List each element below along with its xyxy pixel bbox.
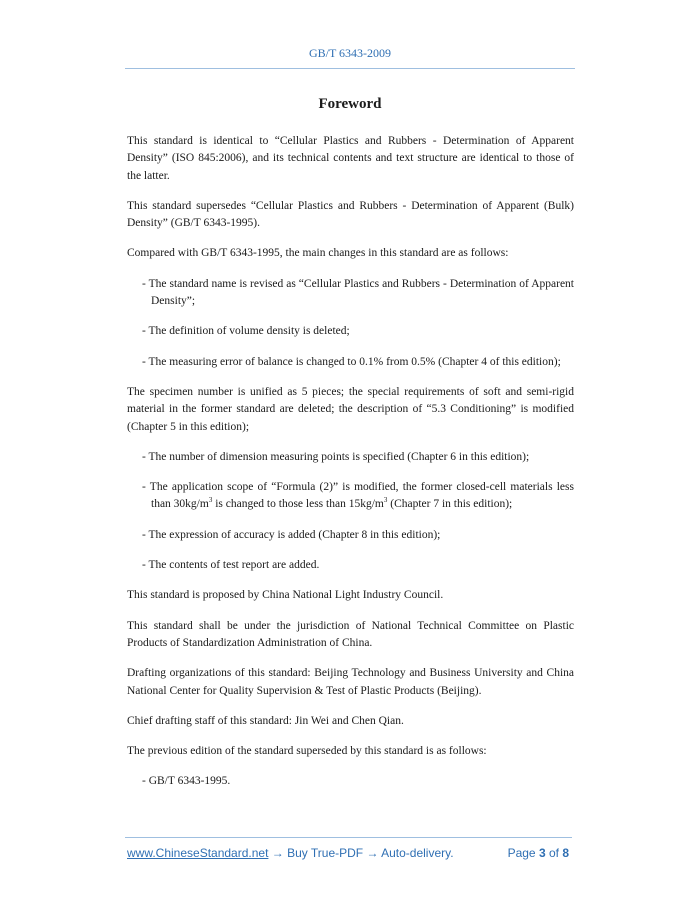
paragraph: The specimen number is unified as 5 pieces; the special requirements of soft and semi-rigid material in the former standard are deleted; the description of “5.3 Conditioning” is modified (Chapter 5 in this edition); [127, 385, 574, 433]
page-label: Page [507, 846, 539, 860]
list-item: - The measuring error of balance is changed to 0.1% from 0.5% (Chapter 4 of this edition); [142, 355, 561, 368]
footer-divider [125, 837, 572, 838]
paragraph: This standard is proposed by China National Light Industry Council. [127, 589, 444, 602]
site-link[interactable]: www.ChineseStandard.net [127, 846, 269, 860]
footer-tagline: → Buy True-PDF → Auto-delivery. [268, 846, 454, 860]
paragraph: The previous edition of the standard superseded by this standard is as follows: [127, 745, 487, 758]
list-item: - The number of dimension measuring points is specified (Chapter 6 in this edition); [142, 450, 530, 463]
list-item-text: - The application scope of “Formula (2)” is modified, the former closed-cell materials less than 30kg/m [142, 481, 574, 511]
list-item-text: is changed to those less than 15kg/m [212, 498, 384, 511]
list-item: - The expression of accuracy is added (Chapter 8 in this edition); [142, 528, 441, 541]
running-header: GB/T 6343-2009 [308, 46, 392, 60]
paragraph: This standard shall be under the jurisdiction of National Technical Committee on Plastic Products of Standardization Administration of China. [127, 619, 574, 649]
page-current: 3 [538, 846, 546, 860]
superscript: 3 [208, 496, 213, 505]
page-total: 8 [562, 846, 569, 860]
paragraph: This standard is identical to “Cellular Plastics and Rubbers - Determination of Apparent Density” (ISO 845:2006), and its technical contents and text structure are identical to those of the latter. [127, 135, 574, 182]
page-indicator [508, 846, 569, 860]
paragraph: Chief drafting staff of this standard: Jin Wei and Chen Qian. [127, 714, 404, 727]
list-item: - The standard name is revised as “Cellular Plastics and Rubbers - Determination of Apparent Density”; [142, 277, 574, 308]
list-item-text: (Chapter 7 in this edition); [387, 498, 513, 511]
paragraph: Drafting organizations of this standard: Beijing Technology and Business University and China National Center for Quality Supervision & Test of Plastic Products (Beijing). [127, 667, 574, 697]
page-of: of [545, 846, 563, 860]
foreword-body [127, 133, 574, 804]
list-item [142, 479, 574, 514]
list-item: - GB/T 6343-1995. [142, 775, 231, 788]
paragraph: This standard supersedes “Cellular Plastics and Rubbers - Determination of Apparent (Bulk) Density” (GB/T 6343-1995). [127, 199, 574, 230]
list-item: - The definition of volume density is deleted; [142, 325, 350, 338]
paragraph: Compared with GB/T 6343-1995, the main changes in this standard are as follows: [127, 247, 509, 260]
page-footer [127, 846, 572, 862]
page-title: Foreword [318, 96, 382, 112]
list-item: - The contents of test report are added. [142, 559, 320, 572]
header-divider [125, 68, 575, 69]
superscript: 3 [383, 496, 388, 505]
